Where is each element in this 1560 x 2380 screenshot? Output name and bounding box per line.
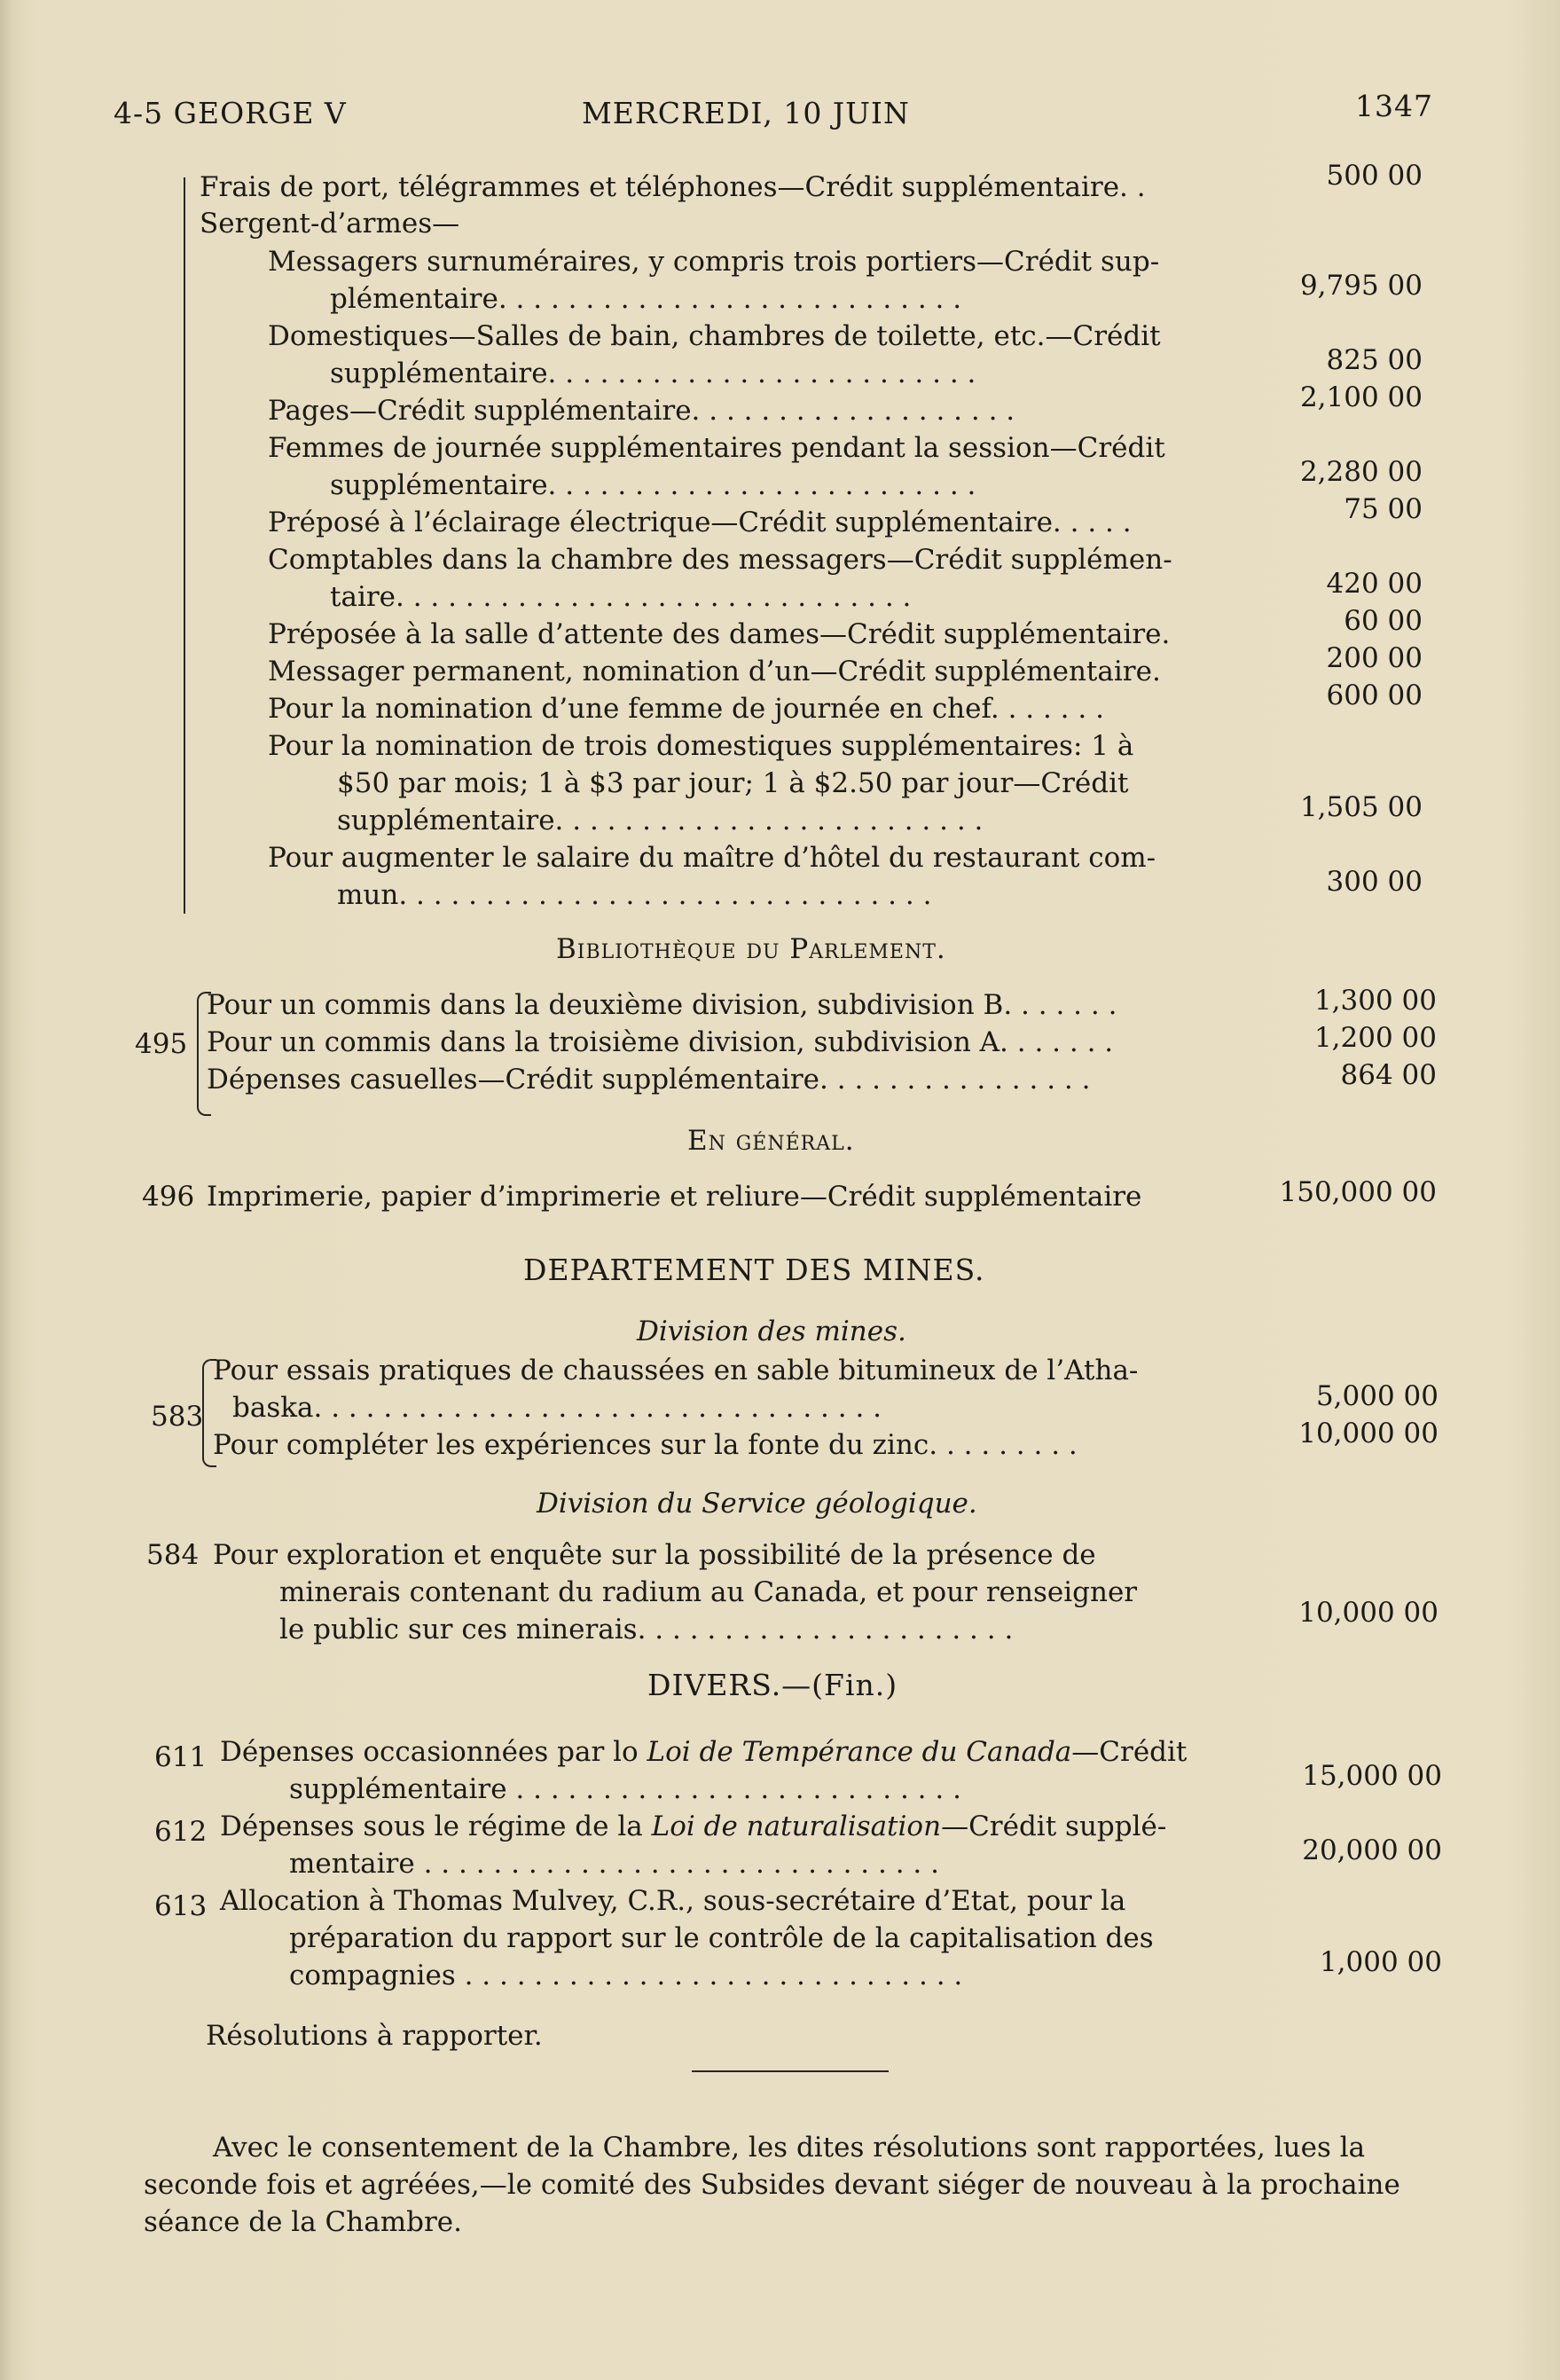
text-line: Frais de port, télégrammes et téléphones—Crédit supplémentaire. . xyxy=(200,171,1146,203)
text-line: supplémentaire. . . . . . . . . . . . . . . . . . . . . . . . . xyxy=(330,469,976,501)
text-line: minerais contenant du radium au Canada, et pour renseigner xyxy=(279,1576,1138,1608)
text-line: Dépenses casuelles—Crédit supplémentaire. . . . . . . . . . . . . . . . xyxy=(207,1064,1091,1096)
text-line: Domestiques—Salles de bain, chambres de toilette, etc.—Crédit xyxy=(268,320,1161,352)
amount: 500 00 xyxy=(1326,160,1423,192)
text-line: le public sur ces minerais. . . . . . . . . . . . . . . . . . . . . . xyxy=(279,1614,1014,1646)
text-line: Messagers surnuméraires, y compris trois portiers—Crédit sup- xyxy=(268,246,1160,278)
item-number: 584 xyxy=(146,1539,200,1571)
separator-rule xyxy=(692,2070,889,2072)
item-number: 613 xyxy=(154,1890,208,1922)
amount: 150,000 00 xyxy=(1279,1176,1437,1208)
item-number: 611 xyxy=(154,1741,208,1773)
text-line: Allocation à Thomas Mulvey, C.R., sous-secrétaire d’Etat, pour la xyxy=(220,1885,1126,1917)
closing-line: Avec le consentement de la Chambre, les dites résolutions sont rapportées, lues la xyxy=(213,2132,1366,2164)
text-line: Messager permanent, nomination d’un—Crédit supplémentaire. xyxy=(268,656,1161,687)
text-line: Pour la nomination de trois domestiques supplémentaires: 1 à xyxy=(268,730,1134,762)
amount: 2,280 00 xyxy=(1299,456,1423,488)
header-left: 4-5 GEORGE V xyxy=(114,96,347,130)
text-line: Comptables dans la chambre des messagers—Crédit supplémen- xyxy=(268,544,1172,576)
text-line: supplémentaire. . . . . . . . . . . . . . . . . . . . . . . . . xyxy=(330,357,976,389)
resolutions-text: Résolutions à rapporter. xyxy=(206,2020,543,2052)
item-number: 496 xyxy=(142,1181,195,1213)
amount: 15,000 00 xyxy=(1302,1760,1442,1792)
amount: 5,000 00 xyxy=(1315,1380,1438,1412)
amount: 1,300 00 xyxy=(1313,985,1437,1017)
text-line: Pour augmenter le salaire du maître d’hôtel du restaurant com- xyxy=(268,842,1156,874)
text-line: Préposé à l’éclairage électrique—Crédit supplémentaire. . . . . xyxy=(268,507,1132,538)
text-line: mun. . . . . . . . . . . . . . . . . . . . . . . . . . . . . . . xyxy=(337,879,932,911)
text-line: compagnies . . . . . . . . . . . . . . . . . . . . . . . . . . . . . xyxy=(289,1960,963,1991)
amount: 200 00 xyxy=(1326,642,1423,674)
closing-line: seconde fois et agréées,—le comité des Subsides devant siéger de nouveau à la prochaine xyxy=(144,2169,1400,2201)
subsection-heading: Division du Service géologique. xyxy=(537,1488,977,1520)
text-line: taire. . . . . . . . . . . . . . . . . . . . . . . . . . . . . . xyxy=(330,581,912,613)
text-line: baska. . . . . . . . . . . . . . . . . . . . . . . . . . . . . . . . . xyxy=(232,1392,882,1424)
amount: 420 00 xyxy=(1326,568,1423,600)
amount: 9,795 00 xyxy=(1299,270,1423,302)
amount: 75 00 xyxy=(1344,493,1423,525)
text-line: Préposée à la salle d’attente des dames—Crédit supplémentaire. xyxy=(268,618,1171,650)
section-heading: En général. xyxy=(687,1125,855,1157)
text-line: mentaire . . . . . . . . . . . . . . . . . . . . . . . . . . . . . . xyxy=(289,1848,939,1880)
department-heading: DEPARTEMENT DES MINES. xyxy=(523,1253,985,1287)
text-line: Pour essais pratiques de chaussées en sable bitumineux de l’Atha- xyxy=(213,1355,1139,1386)
amount: 10,000 00 xyxy=(1298,1418,1438,1449)
amount: 1,505 00 xyxy=(1299,791,1423,823)
section-heading: DIVERS.—(Fin.) xyxy=(647,1668,898,1702)
amount: 2,100 00 xyxy=(1299,381,1423,413)
text-line: Dépenses occasionnées par lo Loi de Tempérance du Canada—Crédit xyxy=(220,1736,1188,1768)
text-line: plémentaire. . . . . . . . . . . . . . . . . . . . . . . . . . . xyxy=(330,283,962,315)
text-line: Sergent-d’armes— xyxy=(200,208,460,240)
closing-line: séance de la Chambre. xyxy=(144,2206,462,2238)
amount: 300 00 xyxy=(1326,866,1423,898)
text-line: supplémentaire . . . . . . . . . . . . . . . . . . . . . . . . . . xyxy=(289,1773,961,1805)
amount: 825 00 xyxy=(1326,344,1423,376)
text-line: Imprimerie, papier d’imprimerie et reliure—Crédit supplémentaire xyxy=(207,1181,1142,1213)
text-line: Dépenses sous le régime de la Loi de naturalisation—Crédit supplé- xyxy=(220,1811,1167,1842)
amount: 864 00 xyxy=(1340,1059,1437,1091)
amount: 10,000 00 xyxy=(1298,1597,1438,1629)
amount: 1,000 00 xyxy=(1319,1946,1442,1978)
header-center: MERCREDI, 10 JUIN xyxy=(582,96,910,130)
amount: 1,200 00 xyxy=(1313,1022,1437,1054)
text-line: $50 par mois; 1 à $3 par jour; 1 à $2.50 par jour—Crédit xyxy=(337,767,1129,799)
text-line: Pour un commis dans la deuxième division, subdivision B. . . . . . . xyxy=(207,989,1117,1021)
text-line: Pour compléter les expériences sur la fonte du zinc. . . . . . . . . xyxy=(213,1429,1078,1461)
item-number: 495 xyxy=(135,1028,188,1060)
block-brace xyxy=(184,177,185,914)
text-line: Pour exploration et enquête sur la possibilité de la présence de xyxy=(213,1539,1096,1571)
page-number: 1347 xyxy=(1355,89,1433,123)
text-line: Pour la nomination d’une femme de journée en chef. . . . . . . xyxy=(268,693,1104,725)
amount: 20,000 00 xyxy=(1302,1834,1442,1866)
text-line: Femmes de journée supplémentaires pendant la session—Crédit xyxy=(268,432,1165,464)
amount: 60 00 xyxy=(1344,605,1423,637)
amount: 600 00 xyxy=(1326,679,1423,711)
section-heading: Bibliothèque du Parlement. xyxy=(556,933,946,965)
item-number: 612 xyxy=(154,1816,208,1848)
text-line: préparation du rapport sur le contrôle de la capitalisation des xyxy=(289,1922,1154,1954)
subsection-heading: Division des mines. xyxy=(637,1316,906,1347)
text-line: Pour un commis dans la troisième division, subdivision A. . . . . . . xyxy=(207,1026,1114,1058)
text-line: supplémentaire. . . . . . . . . . . . . . . . . . . . . . . . . xyxy=(337,805,984,837)
item-number: 583 xyxy=(151,1401,204,1433)
text-line: Pages—Crédit supplémentaire. . . . . . . . . . . . . . . . . . . xyxy=(268,395,1015,427)
